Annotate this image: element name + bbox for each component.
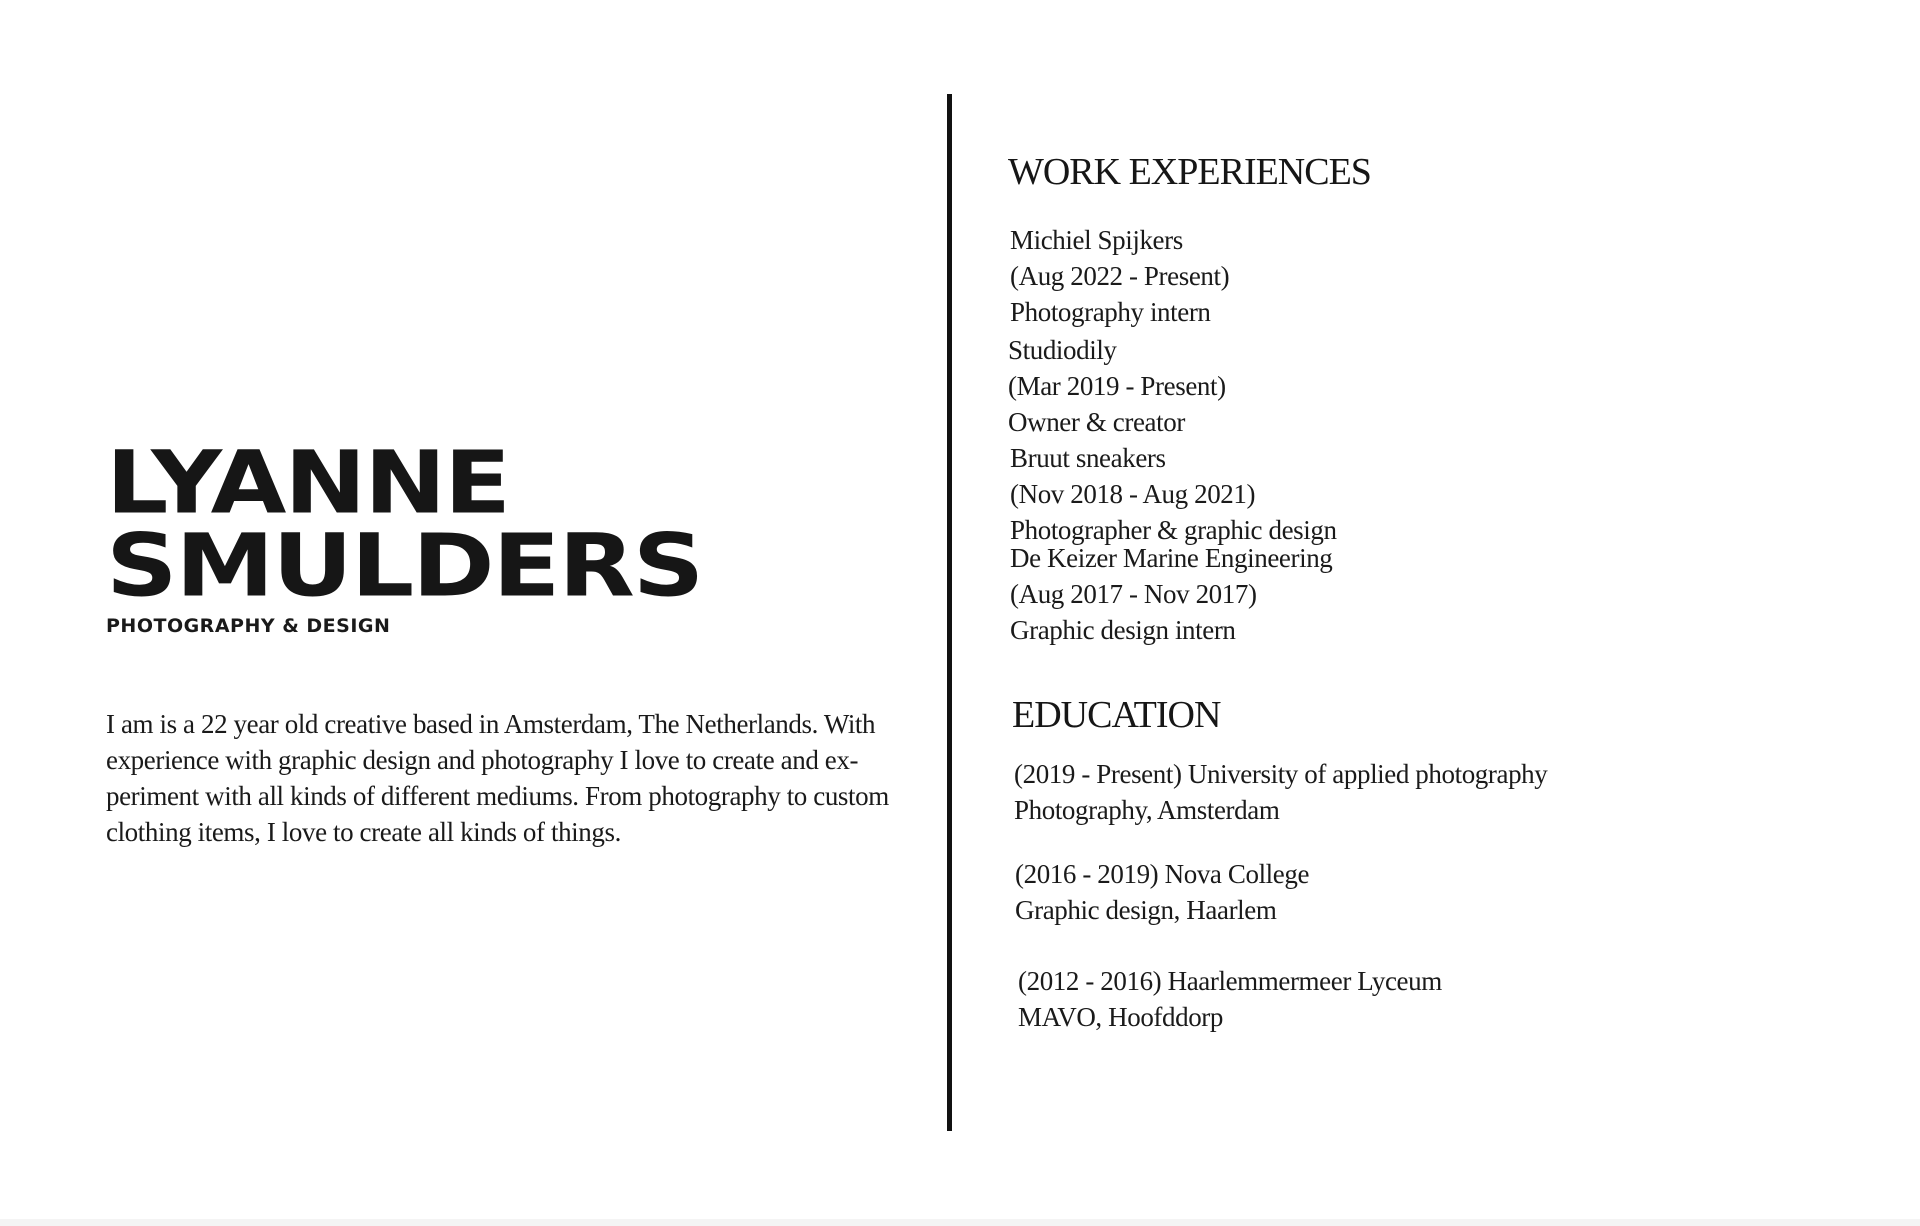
vertical-divider (947, 94, 952, 1131)
tagline: PHOTOGRAPHY & DESIGN (106, 615, 391, 638)
work-entry (1010, 440, 1337, 548)
bottom-edge (0, 1219, 1920, 1226)
bio-line: experience with graphic design and photography I love to create and ex- (106, 745, 859, 775)
education-entry (1014, 756, 1547, 828)
work-entry-title (1008, 332, 1226, 404)
work-entry (1008, 332, 1226, 440)
education-title: (2016 - 2019) Nova College (1015, 859, 1310, 889)
education-detail: MAVO, Hoofddorp (1018, 1002, 1224, 1032)
work-entry (1010, 540, 1332, 648)
education-detail: Photography, Amsterdam (1014, 795, 1280, 825)
work-role: Photography intern (1010, 297, 1211, 327)
work-role: Graphic design intern (1010, 615, 1236, 645)
education-title: (2012 - 2016) Haarlemmermeer Lyceum (1018, 966, 1442, 996)
work-role: Owner & creator (1008, 407, 1185, 437)
work-role: Photographer & graphic design (1010, 515, 1337, 545)
work-period: (Nov 2018 - Aug 2021) (1010, 479, 1256, 509)
work-entry (1010, 222, 1229, 330)
work-period: (Aug 2022 - Present) (1010, 261, 1230, 291)
bio-line: I am is a 22 year old creative based in Amsterdam, The Netherlands. With (106, 709, 876, 739)
work-period: (Mar 2019 - Present) (1008, 371, 1226, 401)
education-detail: Graphic design, Haarlem (1015, 895, 1277, 925)
name-header (106, 432, 926, 638)
education-title: (2019 - Present) University of applied photography (1014, 759, 1548, 789)
work-entry-title (1010, 440, 1337, 512)
work-heading: WORK EXPERIENCES (1008, 151, 1371, 193)
work-period: (Aug 2017 - Nov 2017) (1010, 579, 1257, 609)
work-employer: De Keizer Marine Engineering (1010, 543, 1333, 573)
work-employer: Bruut sneakers (1010, 443, 1166, 473)
education-entry (1018, 963, 1442, 1035)
last-name: SMULDERS (106, 515, 703, 616)
name-logo (106, 432, 926, 616)
work-entry-title (1010, 540, 1332, 612)
education-heading: EDUCATION (1012, 694, 1221, 736)
education-entry (1015, 856, 1309, 928)
work-employer: Michiel Spijkers (1010, 225, 1183, 255)
bio-paragraph (106, 706, 906, 850)
bio-line: clothing items, I love to create all kinds of things. (106, 817, 621, 847)
bio-line: periment with all kinds of different mediums. From photography to custom (106, 781, 889, 811)
work-entry-title (1010, 222, 1229, 294)
first-name: LYANNE (106, 432, 510, 534)
work-employer: Studiodily (1008, 335, 1117, 365)
